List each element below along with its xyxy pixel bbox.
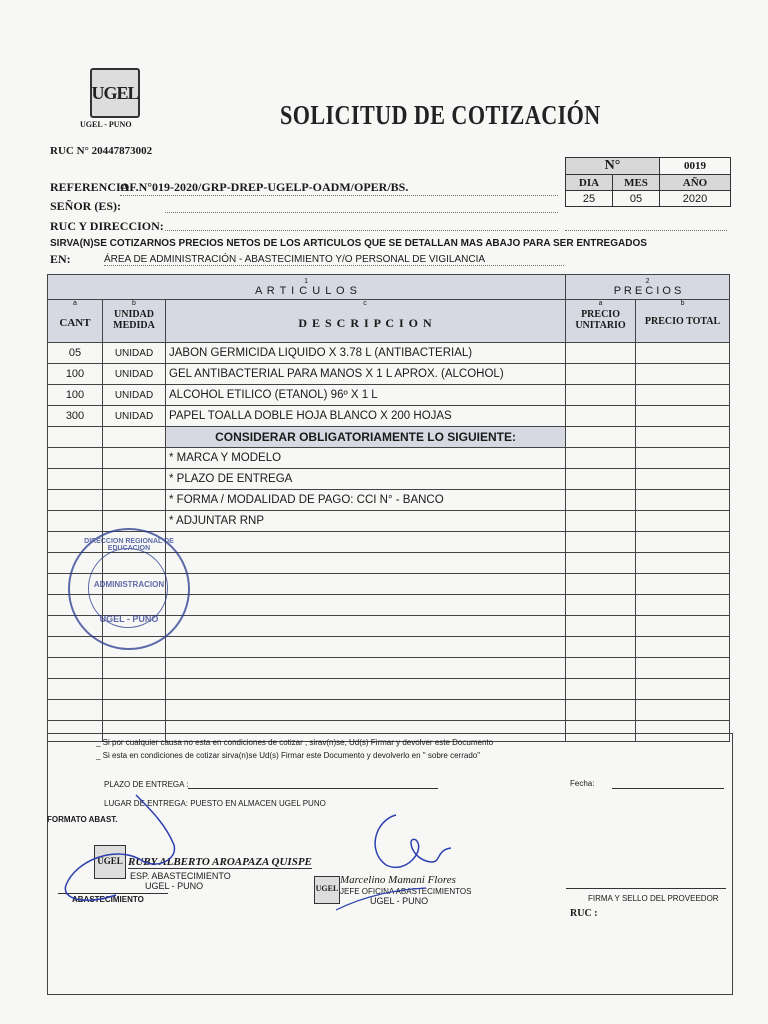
signer1-seal-logo: UGEL [94,845,126,879]
precio-unitario-cell[interactable] [566,469,636,490]
precio-total-cell[interactable] [636,637,730,658]
precio-total-cell[interactable] [636,658,730,679]
proveedor-ruc-label: RUC : [570,908,598,919]
considerar-cell: CONSIDERAR OBLIGATORIAMENTE LO SIGUIENTE: [166,427,566,448]
mes-label: MES [613,175,660,191]
proveedor-sign-line[interactable] [566,888,726,889]
descripcion-cell [166,637,566,658]
precio-unitario-cell[interactable] [566,427,636,448]
precio-total-cell[interactable] [636,406,730,427]
precio-total-cell[interactable] [636,595,730,616]
precio-unitario-cell[interactable] [566,364,636,385]
precio-unitario-cell[interactable] [566,637,636,658]
unidad-cell: UNIDAD [103,364,166,385]
col-letter-b: b [132,300,136,307]
unidad-cell: UNIDAD [103,406,166,427]
unidad-cell [103,679,166,700]
en-value: ÁREA DE ADMINISTRACIÓN - ABASTECIMIENTO Y/O PERSONAL DE VIGILANCIA [104,254,564,266]
dia-value: 25 [566,191,613,207]
precio-unitario-cell[interactable] [566,490,636,511]
precio-total-cell[interactable] [636,511,730,532]
table-row [48,700,730,721]
group-precios [566,275,730,300]
col-precio-total [636,300,730,343]
precio-unitario-cell[interactable] [566,679,636,700]
precio-unitario-cell[interactable] [566,595,636,616]
precio-unitario-cell[interactable] [566,574,636,595]
precio-unitario-cell[interactable] [566,448,636,469]
descripcion-cell: ALCOHOL ETILICO (ETANOL) 96º X 1 L [166,385,566,406]
col-letter-pa: a [598,300,603,307]
precio-total-cell[interactable] [636,469,730,490]
descripcion-cell [166,679,566,700]
cant-cell: 100 [48,364,103,385]
signer1-name: RUBY ALBERTO AROAPAZA QUISPE [128,856,312,868]
cant-cell: 100 [48,385,103,406]
signer2-org: UGEL - PUNO [370,896,429,906]
number-date-box [565,157,731,207]
unidad-cell [103,658,166,679]
group-precios-num: 2 [645,277,650,285]
dia-label: DIA [566,175,613,191]
precio-total-cell[interactable] [636,679,730,700]
precio-total-cell[interactable] [636,427,730,448]
table-row [48,364,730,385]
articles-table [47,274,730,742]
cant-cell [48,490,103,511]
table-row [48,385,730,406]
cant-cell [48,427,103,448]
col-letter-pb: b [680,300,685,307]
logo-text: UGEL [91,82,139,103]
precio-unitario-cell[interactable] [566,658,636,679]
table-row [48,427,730,448]
plazo-field[interactable] [188,788,438,789]
footer-note-2: _ Si esta en condiciones de cotizar sirva(n)se Ud(s) Firmar este Documento y devolverlo en " sobre cerrado" [96,751,481,760]
precio-unitario-cell[interactable] [566,616,636,637]
plazo-label: PLAZO DE ENTREGA : [104,780,189,789]
cant-cell [48,658,103,679]
table-row [48,490,730,511]
precio-total-cell[interactable] [636,448,730,469]
fecha-label: Fecha: [570,779,595,788]
official-stamp [68,528,190,650]
note-cell: * MARCA Y MODELO [166,448,566,469]
group-articulos-label: A R T I C U L O S [255,284,359,297]
signer1-role: ESP. ABASTECIMIENTO [130,871,231,881]
unidad-cell [103,700,166,721]
descripcion-cell [166,532,566,553]
descripcion-cell: JABON GERMICIDA LIQUIDO X 3.78 L (ANTIBACTERIAL) [166,343,566,364]
unidad-cell [103,427,166,448]
col-descripcion [166,300,566,343]
descripcion-cell: GEL ANTIBACTERIAL PARA MANOS X 1 L APROX. (ALCOHOL) [166,364,566,385]
precio-total-cell[interactable] [636,616,730,637]
table-row [48,406,730,427]
cant-cell [48,700,103,721]
cant-cell: 300 [48,406,103,427]
ruc-direccion-field-2[interactable] [565,230,727,231]
senor-field[interactable] [165,212,558,213]
formato-label: FORMATO ABAST. [47,815,118,824]
precio-total-cell[interactable] [636,343,730,364]
referencia-label: REFERENCIA: [50,180,134,194]
cant-cell [48,448,103,469]
precio-total-cell[interactable] [636,574,730,595]
unidad-cell [103,448,166,469]
precio-total-cell[interactable] [636,364,730,385]
descripcion-cell [166,700,566,721]
precio-unitario-cell[interactable] [566,511,636,532]
signer1-org: UGEL - PUNO [145,881,204,891]
precio-total-cell[interactable] [636,385,730,406]
signer2-role: JEFE OFICINA ABASTECIMIENTOS [340,887,472,896]
precio-total-cell[interactable] [636,700,730,721]
col-cant-label: CANT [59,317,91,329]
anio-label: AÑO [660,175,731,191]
precio-unitario-cell[interactable] [566,700,636,721]
table-row [48,679,730,700]
descripcion-cell [166,574,566,595]
table-row [48,658,730,679]
table-row [48,469,730,490]
precio-unitario-cell[interactable] [566,343,636,364]
number-value: 0019 [660,158,731,175]
precio-total-cell[interactable] [636,553,730,574]
group-articulos [48,275,566,300]
descripcion-cell [166,616,566,637]
table-row [48,511,730,532]
col-unidad-label: UNIDAD MEDIDA [113,309,155,331]
col-precio-total-label: PRECIO TOTAL [644,316,721,327]
logo-caption: UGEL - PUNO [80,120,132,129]
note-cell: * PLAZO DE ENTREGA [166,469,566,490]
senor-label: SEÑOR (ES): [50,199,122,213]
descripcion-cell [166,658,566,679]
sirva-text: SIRVA(N)SE COTIZARNOS PRECIOS NETOS DE LOS ARTICULOS QUE SE DETALLAN MAS ABAJO PARA SER ENTREGADOS [50,238,647,249]
abastecimiento-label: ABASTECIMIENTO [72,895,144,904]
stamp-center-text: ADMINISTRACION [93,580,165,589]
cant-cell [48,679,103,700]
page-title: SOLICITUD DE COTIZACIÓN [280,100,601,130]
cant-cell [48,511,103,532]
col-letter-c: c [363,300,368,307]
mes-value: 05 [613,191,660,207]
ugel-logo [90,68,140,118]
handwritten-signatures [56,790,476,920]
col-unidad [103,300,166,343]
precio-unitario-cell[interactable] [566,406,636,427]
descripcion-cell: PAPEL TOALLA DOBLE HOJA BLANCO X 200 HOJAS [166,406,566,427]
precio-total-cell[interactable] [636,532,730,553]
ruc-direccion-label: RUC Y DIRECCION: [50,219,164,233]
table-row [48,448,730,469]
col-precio-unitario [566,300,636,343]
col-precio-unit-label: PRECIO UNITARIO [575,309,626,331]
note-cell: * ADJUNTAR RNP [166,511,566,532]
lugar-entrega: LUGAR DE ENTREGA: PUESTO EN ALMACEN UGEL PUNO [104,799,326,808]
col-desc-label: D E S C R I P C I O N [298,316,433,330]
precio-total-cell[interactable] [636,490,730,511]
cant-cell: 05 [48,343,103,364]
unidad-cell: UNIDAD [103,385,166,406]
group-articulos-num: 1 [304,277,309,285]
number-label: N° [566,158,660,175]
en-label: EN: [50,252,71,266]
ruc-direccion-field[interactable] [165,230,558,231]
col-letter-a: a [73,300,77,307]
proveedor-label: FIRMA Y SELLO DEL PROVEEDOR [588,894,719,903]
table-row [48,343,730,364]
unidad-cell [103,469,166,490]
col-cant [48,300,103,343]
anio-value: 2020 [660,191,731,207]
stamp-bottom-text: UGEL - PUNO [99,614,159,624]
footer-note-1: _ Si por cualquier causa no esta en condiciones de cotizar , sirav(n)se, Ud(s) Firmar y devolver este Documento [96,738,494,747]
fecha-field[interactable] [612,788,724,789]
note-cell: * FORMA / MODALIDAD DE PAGO: CCI N° - BANCO [166,490,566,511]
precio-unitario-cell[interactable] [566,385,636,406]
stamp-ring-text: DIRECCION REGIONAL DE EDUCACION [84,538,174,552]
unidad-cell: UNIDAD [103,343,166,364]
cant-cell [48,469,103,490]
precio-unitario-cell[interactable] [566,532,636,553]
unidad-cell [103,490,166,511]
descripcion-cell [166,595,566,616]
referencia-value: OF.N°019-2020/GRP-DREP-UGELP-OADM/OPER/BS. [120,180,558,196]
signer2-name: Marcelino Mamani Flores [340,874,456,886]
precio-unitario-cell[interactable] [566,553,636,574]
ruc-number: RUC N° 20447873002 [50,145,153,157]
group-precios-label: P R E C I O S [613,284,682,297]
descripcion-cell [166,553,566,574]
signer2-seal-logo: UGEL [314,876,340,904]
